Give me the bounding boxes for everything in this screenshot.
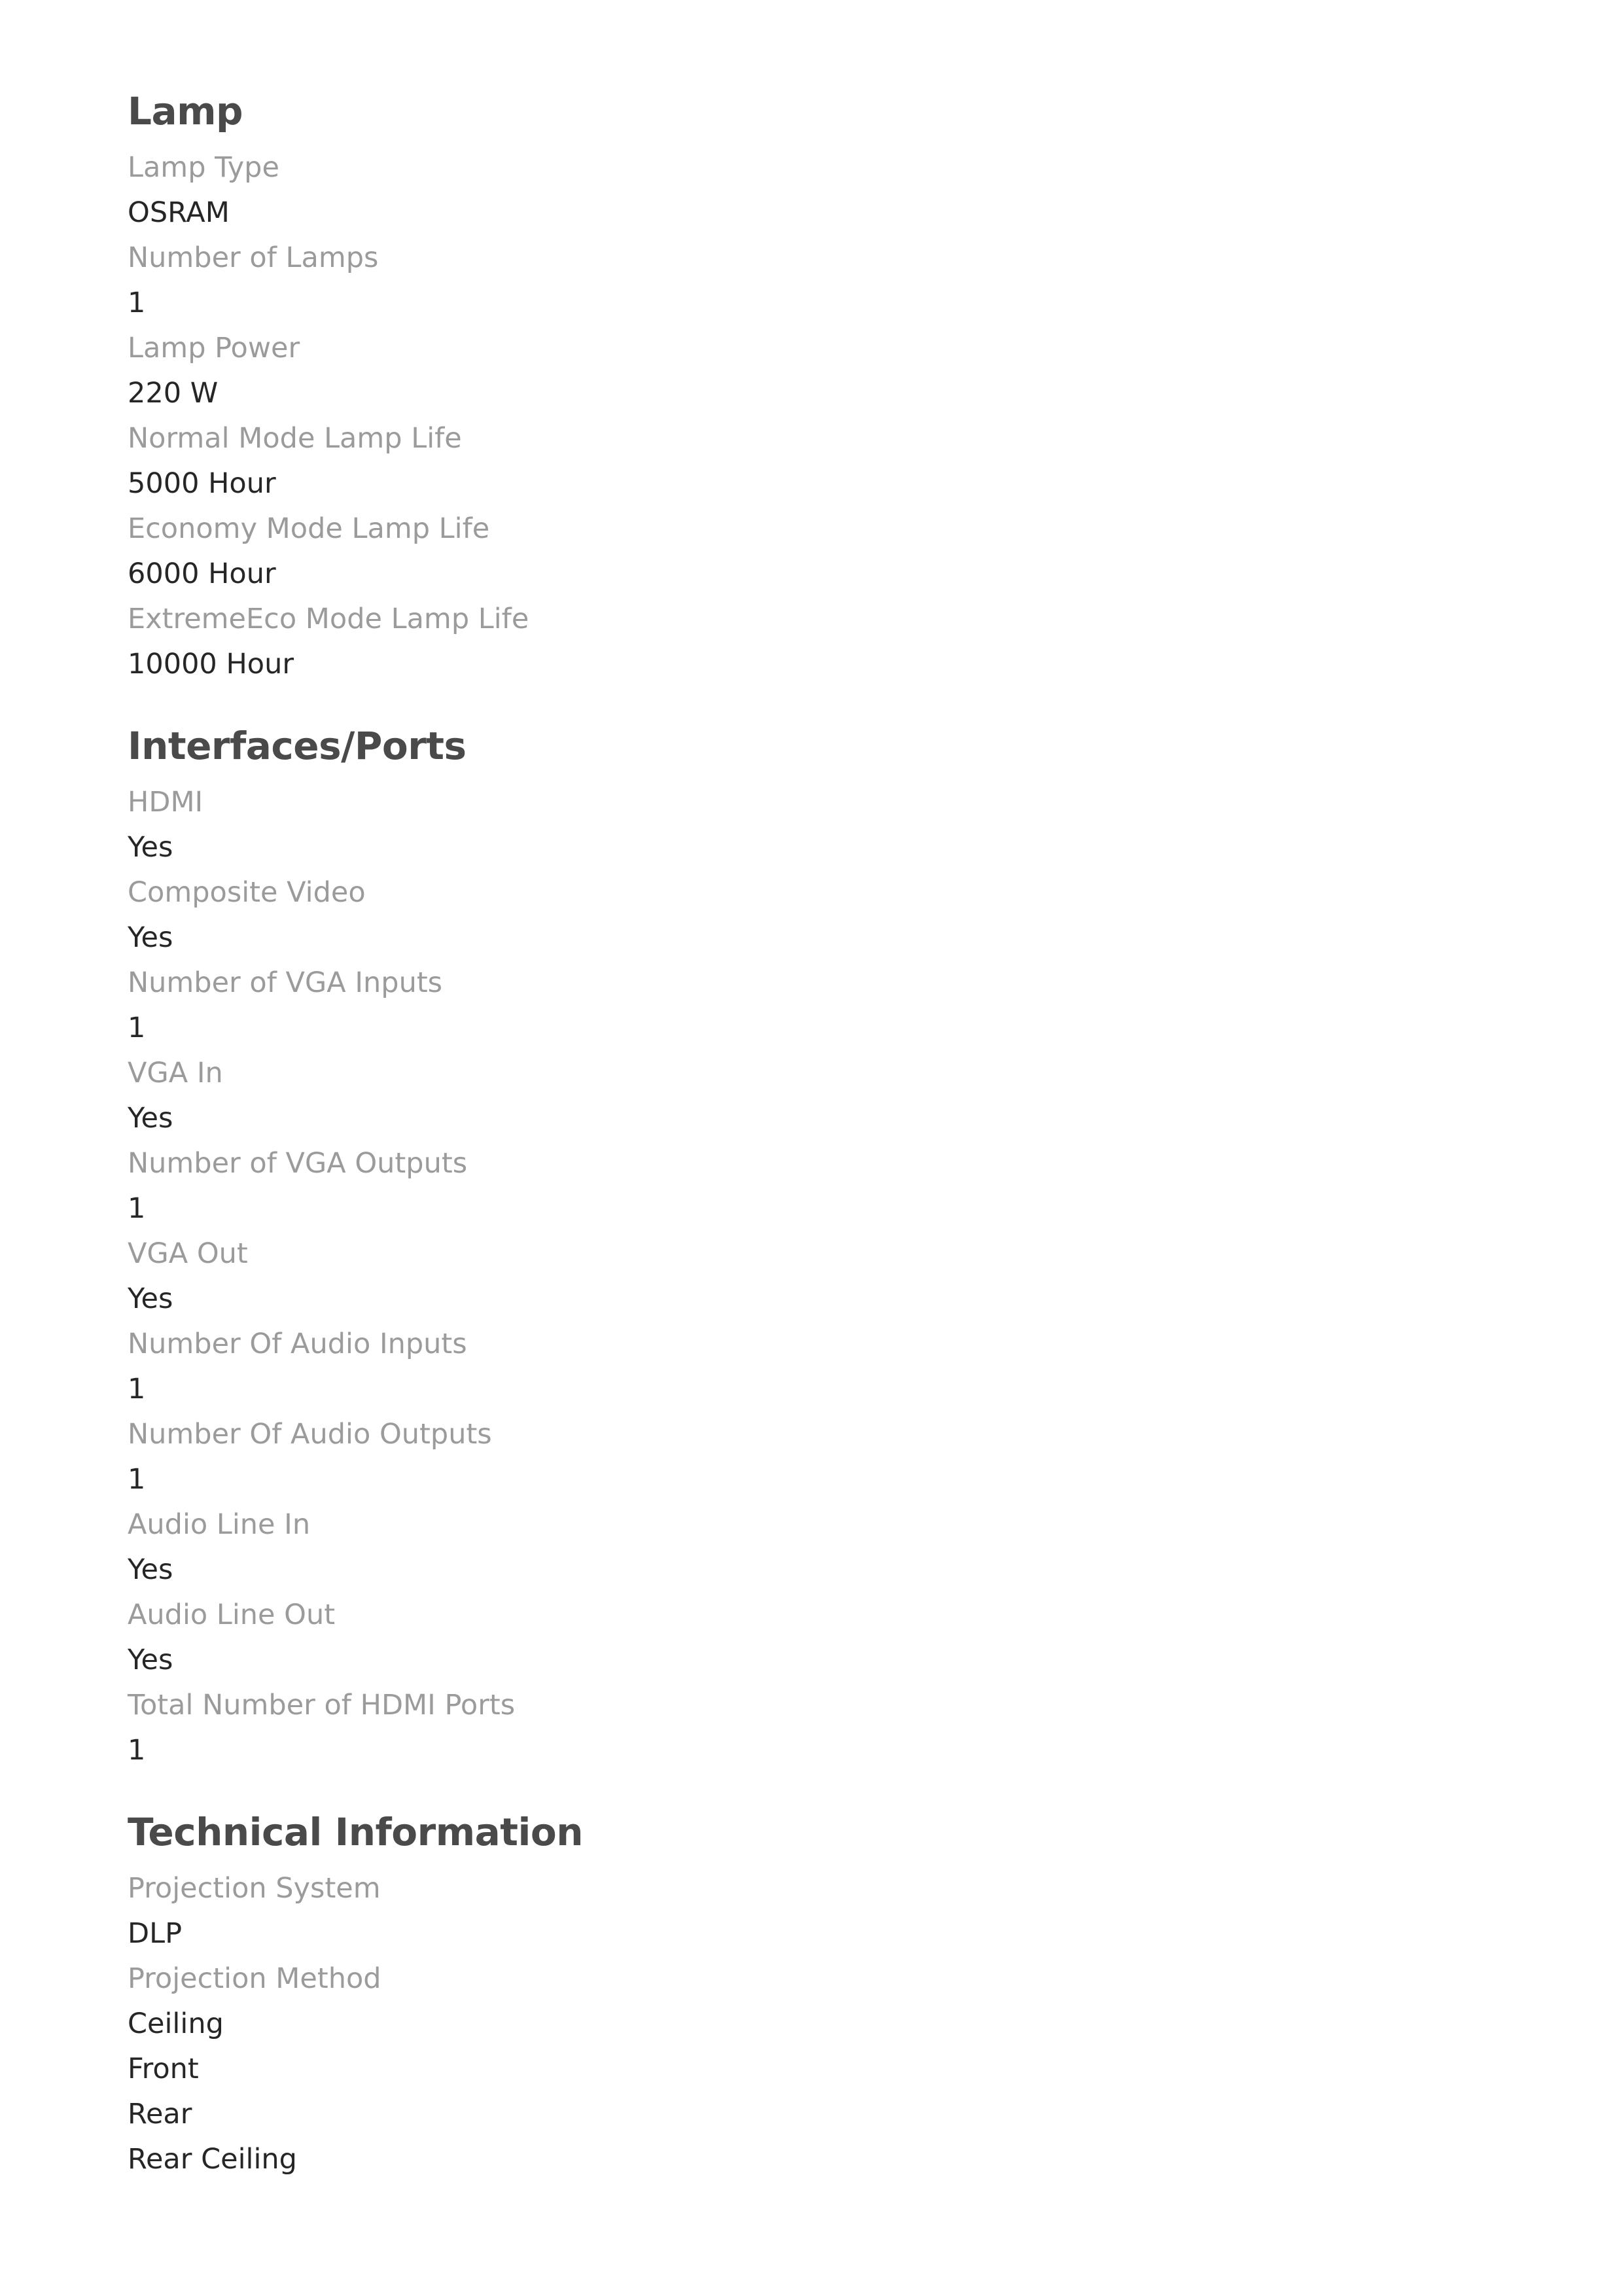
spec-row-total-number-of-hdmi-ports xyxy=(128,1683,1502,1773)
spec-value: 6000 Hour xyxy=(128,557,276,590)
spec-label: ExtremeEco Mode Lamp Life xyxy=(128,603,529,635)
spec-label: VGA Out xyxy=(128,1237,248,1270)
spec-value: 1 xyxy=(128,1192,146,1225)
spec-value: Ceiling xyxy=(128,2007,224,2040)
section-title: Lamp xyxy=(128,89,243,133)
spec-row-number-of-lamps xyxy=(128,236,1502,326)
spec-row-audio-line-out xyxy=(128,1593,1502,1683)
spec-value: Front xyxy=(128,2053,199,2085)
spec-value: Rear xyxy=(128,2098,192,2130)
spec-label: Total Number of HDMI Ports xyxy=(128,1689,516,1722)
section-lamp xyxy=(128,84,1502,687)
spec-value: Yes xyxy=(128,1553,173,1586)
section-interfaces-ports xyxy=(128,718,1502,1773)
spec-label: Composite Video xyxy=(128,876,366,909)
spec-label: HDMI xyxy=(128,786,203,819)
spec-label: Number of Lamps xyxy=(128,241,379,274)
spec-sheet xyxy=(128,84,1502,2182)
spec-row-projection-method xyxy=(128,1956,1502,2182)
spec-row-number-of-audio-inputs xyxy=(128,1322,1502,1412)
spec-label: Audio Line In xyxy=(128,1508,311,1541)
spec-row-hdmi xyxy=(128,780,1502,870)
spec-label: Lamp Power xyxy=(128,332,300,364)
spec-label: Projection System xyxy=(128,1872,381,1905)
spec-row-composite-video xyxy=(128,870,1502,961)
spec-value: Yes xyxy=(128,921,173,954)
spec-row-vga-in xyxy=(128,1051,1502,1141)
spec-row-number-of-vga-outputs xyxy=(128,1141,1502,1231)
spec-value: 1 xyxy=(128,1373,146,1405)
spec-label: VGA In xyxy=(128,1057,223,1089)
spec-label: Number of VGA Inputs xyxy=(128,966,443,999)
spec-label: Projection Method xyxy=(128,1962,381,1995)
spec-value: Rear Ceiling xyxy=(128,2143,297,2176)
spec-row-number-of-audio-outputs xyxy=(128,1412,1502,1502)
spec-value: Yes xyxy=(128,1102,173,1135)
spec-label: Normal Mode Lamp Life xyxy=(128,422,462,455)
spec-value: Yes xyxy=(128,1644,173,1676)
spec-row-extremeeco-mode-lamp-life xyxy=(128,597,1502,687)
spec-row-vga-out xyxy=(128,1231,1502,1322)
section-technical-information xyxy=(128,1805,1502,2182)
spec-label: Lamp Type xyxy=(128,151,279,184)
spec-value: DLP xyxy=(128,1917,182,1950)
spec-row-lamp-type xyxy=(128,145,1502,236)
spec-value: 10000 Hour xyxy=(128,648,294,680)
spec-label: Economy Mode Lamp Life xyxy=(128,512,490,545)
spec-row-normal-mode-lamp-life xyxy=(128,416,1502,506)
spec-label: Number of VGA Outputs xyxy=(128,1147,468,1180)
spec-value: 5000 Hour xyxy=(128,467,276,500)
spec-value: 1 xyxy=(128,1734,146,1767)
spec-value: 1 xyxy=(128,287,146,319)
spec-value: 220 W xyxy=(128,377,219,410)
spec-row-economy-mode-lamp-life xyxy=(128,506,1502,597)
section-title: Interfaces/Ports xyxy=(128,724,467,768)
spec-label: Number Of Audio Outputs xyxy=(128,1418,492,1451)
spec-row-projection-system xyxy=(128,1866,1502,1956)
spec-value: 1 xyxy=(128,1463,146,1496)
spec-value: OSRAM xyxy=(128,196,230,229)
spec-value: 1 xyxy=(128,1012,146,1044)
spec-label: Number Of Audio Inputs xyxy=(128,1328,467,1360)
spec-label: Audio Line Out xyxy=(128,1598,336,1631)
spec-value: Yes xyxy=(128,831,173,864)
spec-row-number-of-vga-inputs xyxy=(128,961,1502,1051)
spec-value: Yes xyxy=(128,1282,173,1315)
spec-row-lamp-power xyxy=(128,326,1502,416)
spec-row-audio-line-in xyxy=(128,1502,1502,1593)
section-title: Technical Information xyxy=(128,1810,584,1854)
